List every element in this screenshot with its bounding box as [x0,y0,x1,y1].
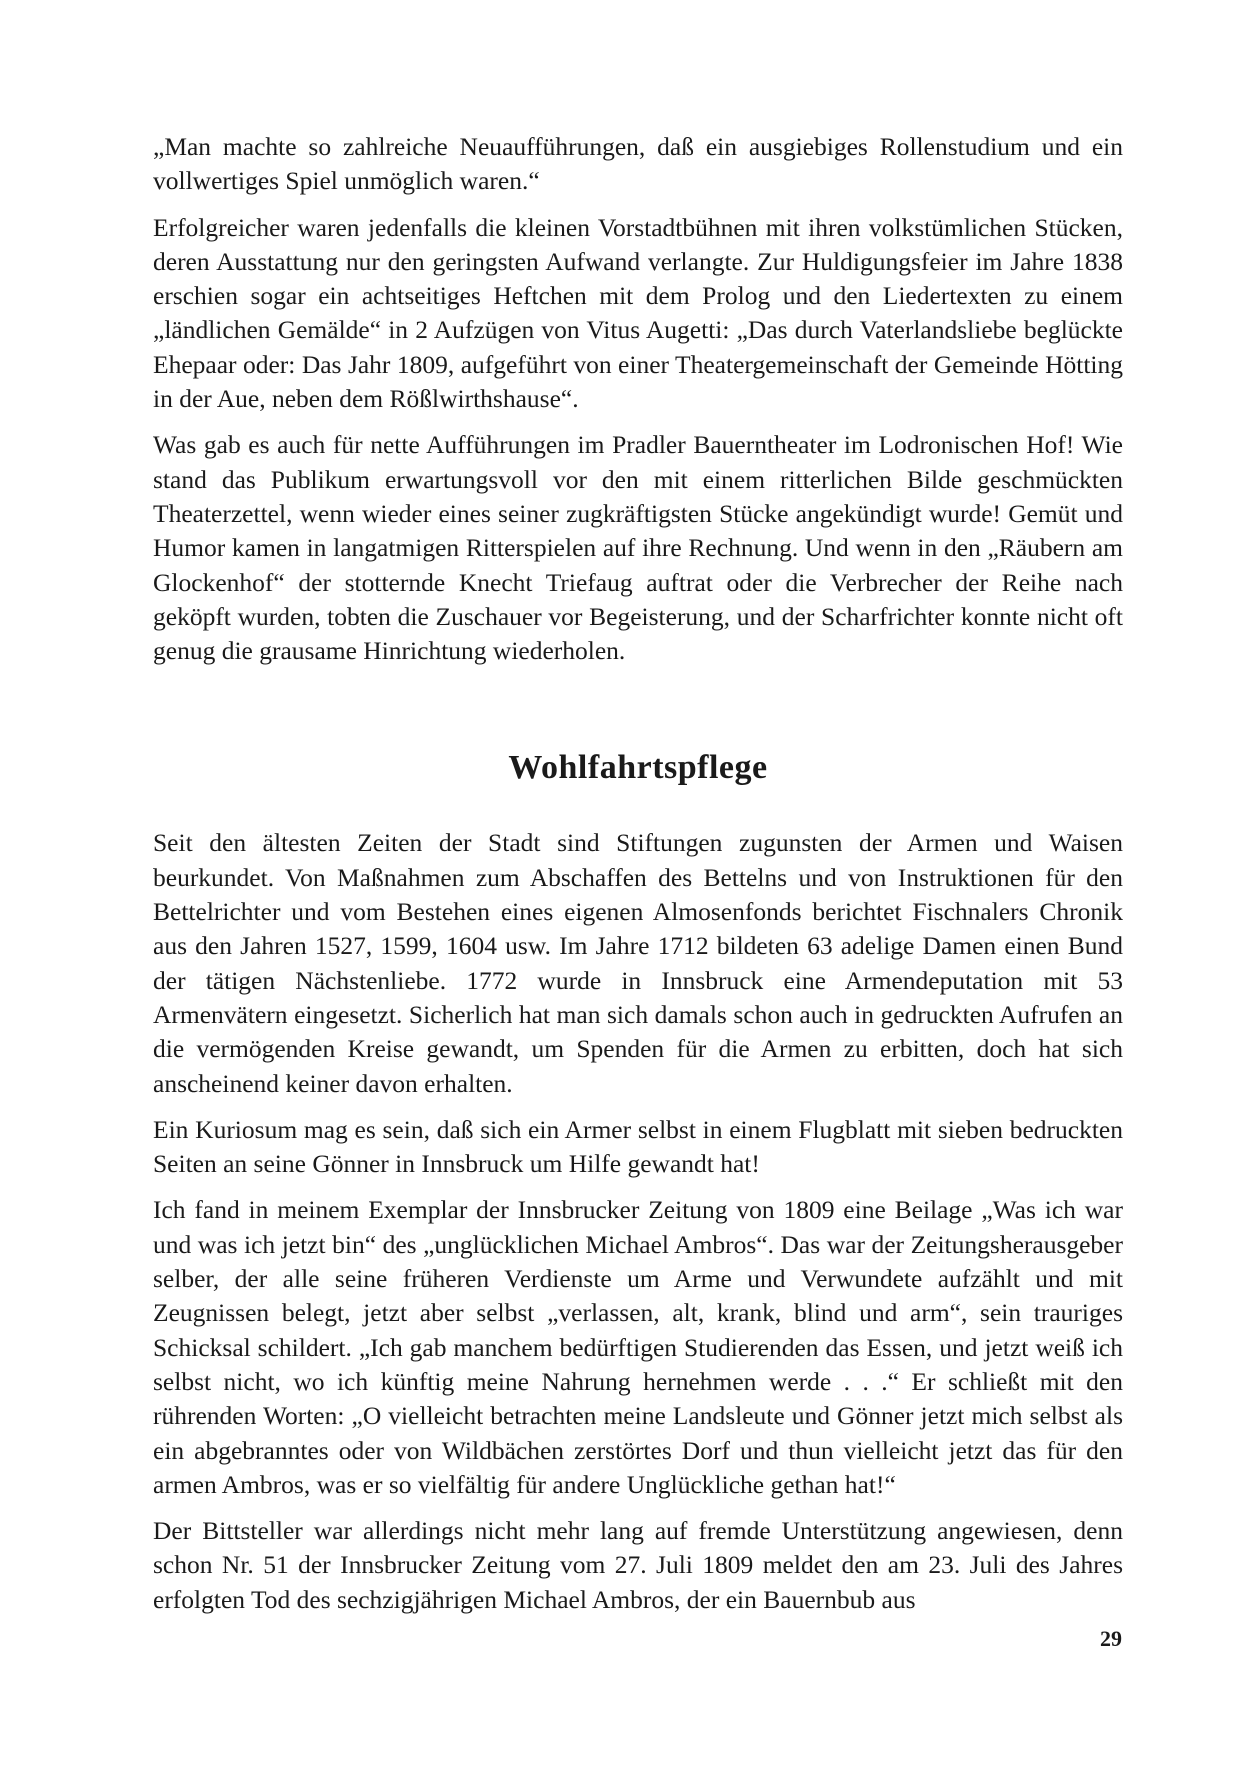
paragraph-kuriosum: Ein Kuriosum mag es sein, daß sich ein Armer selbst in einem Flugblatt mit sieben bedruckten Seiten an seine Gönner in Innsbruck um Hilfe gewandt hat! [153,1114,1123,1179]
paragraph-quote: „Man machte so zahlreiche Neuaufführungen, daß ein ausgiebiges Rollenstudium und ein vollwertiges Spiel unmöglich waren.“ [153,132,1123,196]
paragraph-pradler-bauerntheater: Was gab es auch für nette Aufführungen im Pradler Bauerntheater im Lodronischen Hof! Wie stand das Publikum erwartungsvoll vor den mit einem ritterlichen Bilde geschmückten Theaterzettel, wenn wieder eines seiner zugkräftigsten Stücke angekündigt wurde! Gemüt und Humor kamen in langatmigen Ritterspielen auf ihre Rechnung. Und wenn in den „Räubern am Glockenhof“ der stotternde Knecht Triefaug auftrat oder die Verbrecher der Reihe nach geköpft wurden, tobten die Zuschauer vor Begeisterung, und der Scharfrichter konnte nicht oft genug die grausame Hinrichtung wiederholen. [153,430,1123,666]
paragraph-innsbrucker-zeitung: Ich fand in meinem Exemplar der Innsbrucker Zeitung von 1809 eine Beilage „Was ich war und was ich jetzt bin“ des „unglücklichen Michael Ambros“. Das war der Zeitungsherausgeber selber, der alle seine früheren Verdienste um Arme und Verwundete aufzählt und mit Zeugnissen belegt, jetzt aber selbst „verlassen, alt, krank, blind und arm“, sein trauriges Schicksal schildert. „Ich gab manchem bedürftigen Studierenden das Essen, und jetzt weiß ich selbst nicht, wo ich künftig meine Nahrung hernehmen werde . . .“ Er schließt mit den rührenden Worten: „O vielleicht betrachten meine Landsleute und Gönner jetzt mich selbst als ein abgebranntes oder von Wildbächen zerstörtes Dorf und thun vielleicht jetzt das für den armen Ambros, was er so vielfältig für andere Unglückliche gethan hat!“ [153,1195,1123,1499]
section-heading: Wohlfahrtspflege [508,749,768,787]
paragraph-vorstadtbuehnen: Erfolgreicher waren jedenfalls die kleinen Vorstadtbühnen mit ihren volkstümlichen Stücken, deren Ausstattung nur den geringsten Aufwand verlangte. Zur Huldigungsfeier im Jahre 1838 erschien sogar ein achtseitiges Heftchen mit dem Prolog und den Liedertexten zu einem „ländlichen Gemälde“ in 2 Aufzügen von Vitus Augetti: „Das durch Vaterlandsliebe beglückte Ehepaar oder: Das Jahr 1809, aufgeführt von einer Theatergemeinschaft der Gemeinde Hötting in der Aue, neben dem Rößlwirthshause“. [153,212,1123,414]
page-body [153,130,1123,1617]
paragraph-stiftungen: Seit den ältesten Zeiten der Stadt sind Stiftungen zugunsten der Armen und Waisen beurkundet. Von Maßnahmen zum Abschaffen des Bettelns und von Instruktionen für den Bettelrichter und vom Bestehen eines eigenen Almosenfonds berichtet Fischnalers Chronik aus den Jahren 1527, 1599, 1604 usw. Im Jahre 1712 bildeten 63 adelige Damen einen Bund der tätigen Nächstenliebe. 1772 wurde in Innsbruck eine Armendeputation mit 53 Armenvätern eingesetzt. Sicherlich hat man sich damals schon auch in gedruckten Aufrufen an die vermögenden Kreise gewandt, um Spenden für die Armen zu erbitten, doch hat sich anscheinend keiner davon erhalten. [153,828,1123,1098]
page-number: 29 [1100,1626,1122,1651]
paragraph-bittsteller: Der Bittsteller war allerdings nicht mehr lang auf fremde Unterstützung angewiesen, denn schon Nr. 51 der Innsbrucker Zeitung vom 27. Juli 1809 meldet den am 23. Juli des Jahres erfolgten Tod des sechzigjährigen Michael Ambros, der ein Bauernbub aus [153,1516,1123,1614]
